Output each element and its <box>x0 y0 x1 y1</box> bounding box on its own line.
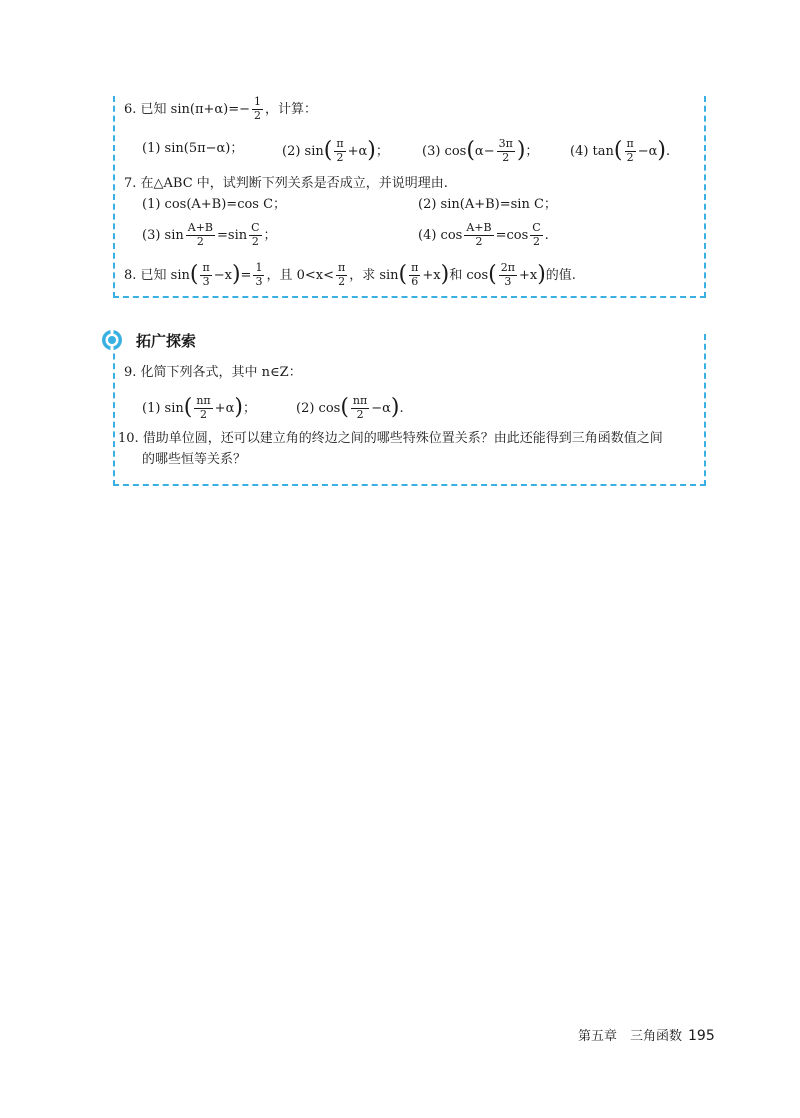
page-footer <box>578 1025 715 1044</box>
q9-stem: 9. 化简下列各式，其中 n∈Z： <box>124 365 302 380</box>
q7-part2: (2) sin(A+B)=sin C； <box>418 197 557 212</box>
q6-part1: (1) sin(5π−α)； <box>142 141 244 156</box>
q6-part3: (3) cos ( α− $\frac{3\pi}{2}$ ) ； <box>422 137 539 164</box>
q6-part4: (4) tan ( $\frac{\pi}{2}$ −α ) . <box>570 137 671 164</box>
q9-part2: (2) cos ( $\frac{n\pi}{2}$ −α ) . <box>296 394 404 421</box>
q9-part1: (1) sin ( $\frac{n\pi}{2}$ +α ) ； <box>142 394 256 421</box>
q7-part1: (1) cos(A+B)=cos C； <box>142 197 287 212</box>
q6-part2: (2) sin ( $\frac{\pi}{2}$ +α ) ； <box>282 137 389 164</box>
q8-stem: 8. 已知 sin ( $\frac{\pi}{3}$ −x ) = $\frac{1}{3}$ ，且 0<x< $\frac{\pi}{2}$ ，求 sin ( $\frac{\pi}{6}$ +x ) 和 cos ( $\frac{2\pi}{3}$ +x ) 的值. <box>124 261 576 288</box>
explore-icon <box>101 329 123 351</box>
q6-frac: $\frac{1}{2}$ <box>254 95 262 122</box>
chapter-label: 第五章 三角函数 <box>578 1029 683 1044</box>
q10-line2: 的哪些恒等关系？ <box>142 452 247 467</box>
q6-stem: 6. 已知 sin(π+α)=− $\frac{1}{2}$ ，计算： <box>124 95 318 122</box>
q7-part3: (3) sin $\frac{A+B}{2}$ =sin $\frac{C}{2}$ ； <box>142 221 277 248</box>
section-title: 拓广探索 <box>136 332 197 350</box>
q7-part4: (4) cos $\frac{A+B}{2}$ =cos $\frac{C}{2}$ . <box>418 221 549 248</box>
q7-stem: 7. 在△ABC 中，试判断下列关系是否成立，并说明理由. <box>124 176 448 191</box>
page-number: 195 <box>688 1028 715 1044</box>
q10-line1: 10. 借助单位圆，还可以建立角的终边之间的哪些特殊位置关系？由此还能得到三角函数值之间 <box>118 431 663 446</box>
